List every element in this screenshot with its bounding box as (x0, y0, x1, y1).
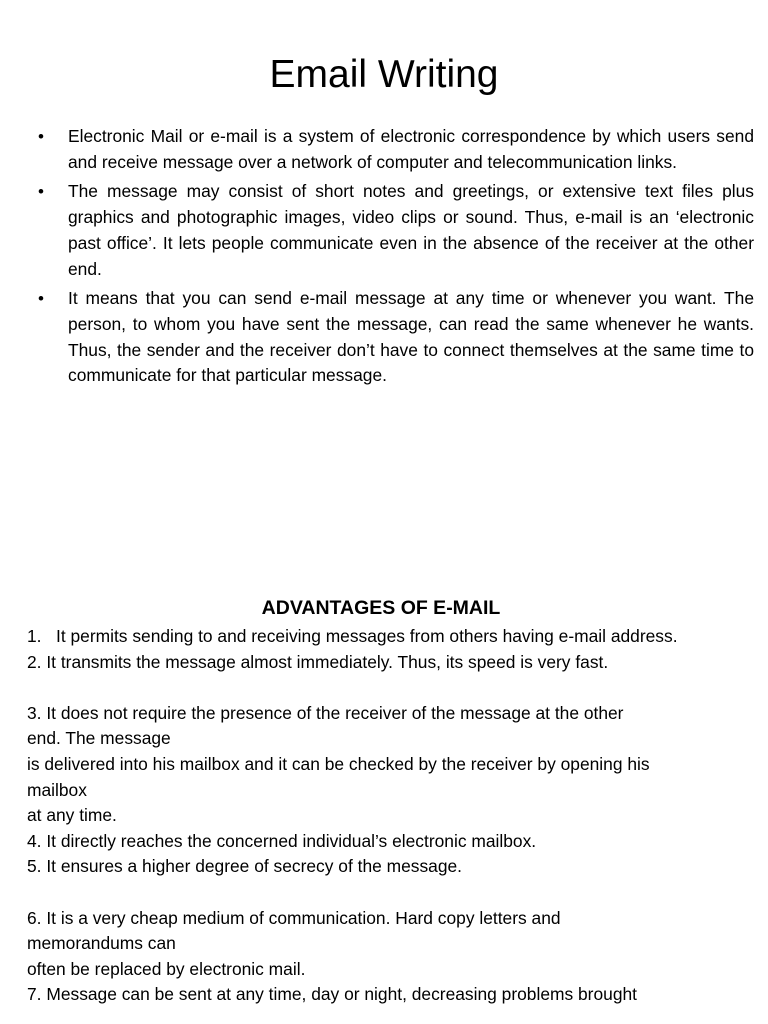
text-line: is delivered into his mailbox and it can be checked by the receiver by opening his (27, 753, 650, 774)
slide-advantages (0, 590, 768, 1024)
bullet-icon: • (38, 127, 44, 146)
bullet-text: Electronic Mail or e-mail is a system of electronic correspondence by which users send and receive message over a network of computer and telecommunication links. (68, 126, 754, 172)
text-line: memorandums can (27, 933, 176, 954)
item-number: 1. (27, 626, 42, 646)
text-line: 3. It does not require the presence of the receiver of the message at the other (27, 702, 624, 723)
section-heading: ADVANTAGES OF E-MAIL (261, 597, 501, 619)
text-line: 6. It is a very cheap medium of communication. Hard copy letters and (27, 907, 561, 928)
bullet-list (38, 124, 754, 393)
blank-line (27, 880, 747, 906)
bullet-icon: • (38, 182, 44, 202)
text-line: at any time. (27, 805, 117, 826)
text-line: 4. It directly reaches the concerned individual’s electronic mailbox. (27, 830, 537, 851)
bullet-text: The message may consist of short notes and greetings, or extensive text files plus graphics and photographic images, video clips or sound. Thus, e-mail is an ‘electronic past office’. It lets people communicate even in the absence of the receiver at the other end. (68, 181, 754, 279)
text-line: end. The message (27, 728, 171, 749)
item-text: It permits sending to and receiving messages from others having e-mail address. (56, 626, 678, 646)
bullet-item (38, 124, 754, 175)
text-line: 5. It ensures a higher degree of secrecy of the message. (27, 856, 463, 877)
page-title: Email Writing (269, 53, 499, 96)
advantage-item-1 (27, 624, 716, 650)
text-line: 2. It transmits the message almost immediately. Thus, its speed is very fast. (27, 651, 609, 672)
bullet-text: It means that you can send e-mail message at any time or whenever you want. The person, to whom you have sent the message, can read the same whenever he wants. Thus, the sender and the receiver don’t have to connect themselves at the same time to communicate for that particular message. (68, 288, 754, 386)
text-line: often be replaced by electronic mail. (27, 958, 306, 979)
text-line: mailbox (27, 779, 87, 800)
bullet-item (38, 179, 754, 282)
bullet-icon: • (38, 289, 44, 309)
advantages-list (27, 624, 747, 1008)
text-line: 7. Message can be sent at any time, day or night, decreasing problems brought (27, 984, 637, 1005)
blank-line (27, 675, 747, 701)
bullet-item (38, 286, 754, 389)
